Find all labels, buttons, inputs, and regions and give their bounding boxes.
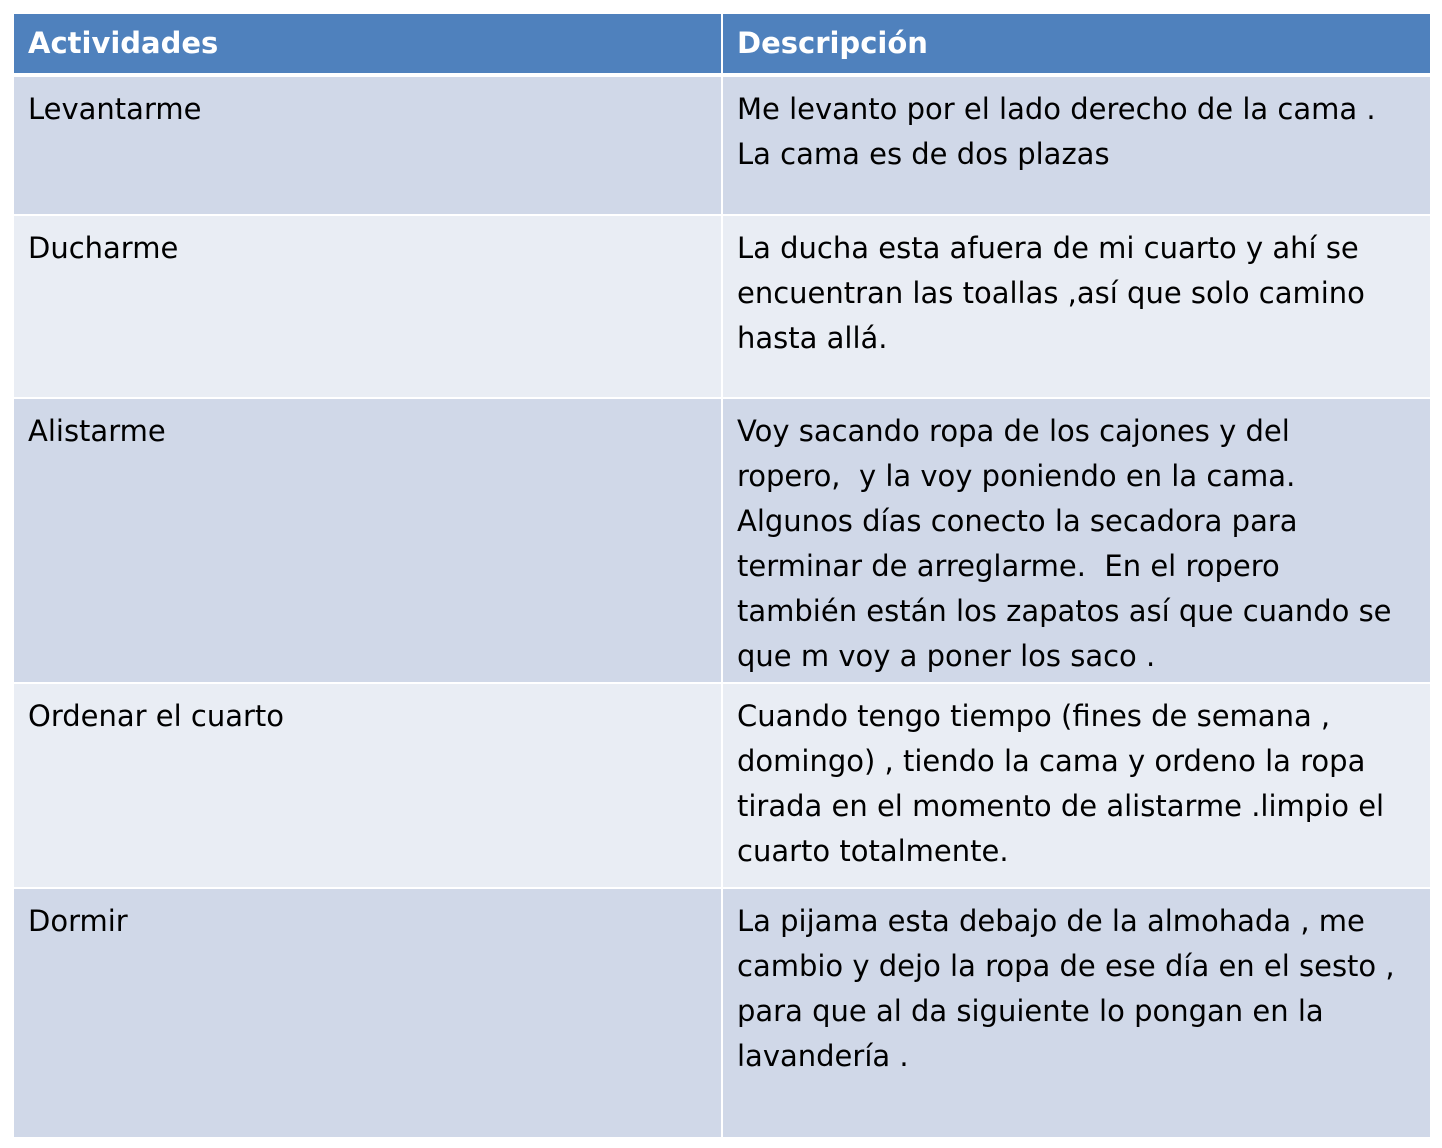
description-line: hasta allá. [737, 321, 888, 355]
description-line: Me levanto por el lado derecho de la cama . [737, 92, 1376, 126]
table-row [13, 75, 1431, 215]
description-cell [722, 75, 1431, 215]
description-line: también están los zapatos así que cuando se [737, 594, 1392, 628]
description-line: La pijama esta debajo de la almohada , me [737, 904, 1365, 938]
description-line: Voy sacando ropa de los cajones y del [737, 414, 1290, 448]
description-line: ropero, y la voy poniendo en la cama. [737, 459, 1296, 493]
description-line: encuentran las toallas ,así que solo camino [737, 276, 1365, 310]
description-line: que m voy a poner los saco . [737, 639, 1156, 673]
table-row [13, 398, 1431, 683]
description-line: La cama es de dos plazas [737, 137, 1110, 171]
description-line: terminar de arreglarme. En el ropero [737, 549, 1280, 583]
description-line: La ducha esta afuera de mi cuarto y ahí se [737, 231, 1359, 265]
activity-cell: Levantarme [13, 75, 722, 215]
table-body [13, 75, 1431, 1138]
description-line: Algunos días conecto la secadora para [737, 504, 1298, 538]
table-row [13, 683, 1431, 888]
header-description: Descripción [722, 13, 1431, 75]
activity-cell: Ducharme [13, 215, 722, 398]
table-row [13, 888, 1431, 1138]
table-header [13, 13, 1431, 75]
description-line: cambio y dejo la ropa de ese día en el sesto , [737, 949, 1395, 983]
description-cell [722, 683, 1431, 888]
description-line: lavandería . [737, 1039, 909, 1073]
description-line: para que al da siguiente lo pongan en la [737, 994, 1324, 1028]
activity-cell: Alistarme [13, 398, 722, 683]
table-row [13, 215, 1431, 398]
activity-cell: Ordenar el cuarto [13, 683, 722, 888]
description-cell [722, 888, 1431, 1138]
description-line: Cuando tengo tiempo (fines de semana , [737, 699, 1331, 733]
description-line: tirada en el momento de alistarme .limpio el [737, 789, 1385, 823]
description-cell [722, 398, 1431, 683]
activity-cell: Dormir [13, 888, 722, 1138]
description-line: domingo) , tiendo la cama y ordeno la ropa [737, 744, 1366, 778]
header-activities: Actividades [13, 13, 722, 75]
description-cell [722, 215, 1431, 398]
description-line: cuarto totalmente. [737, 834, 1009, 868]
activities-table [12, 12, 1432, 1139]
header-row [13, 13, 1431, 75]
